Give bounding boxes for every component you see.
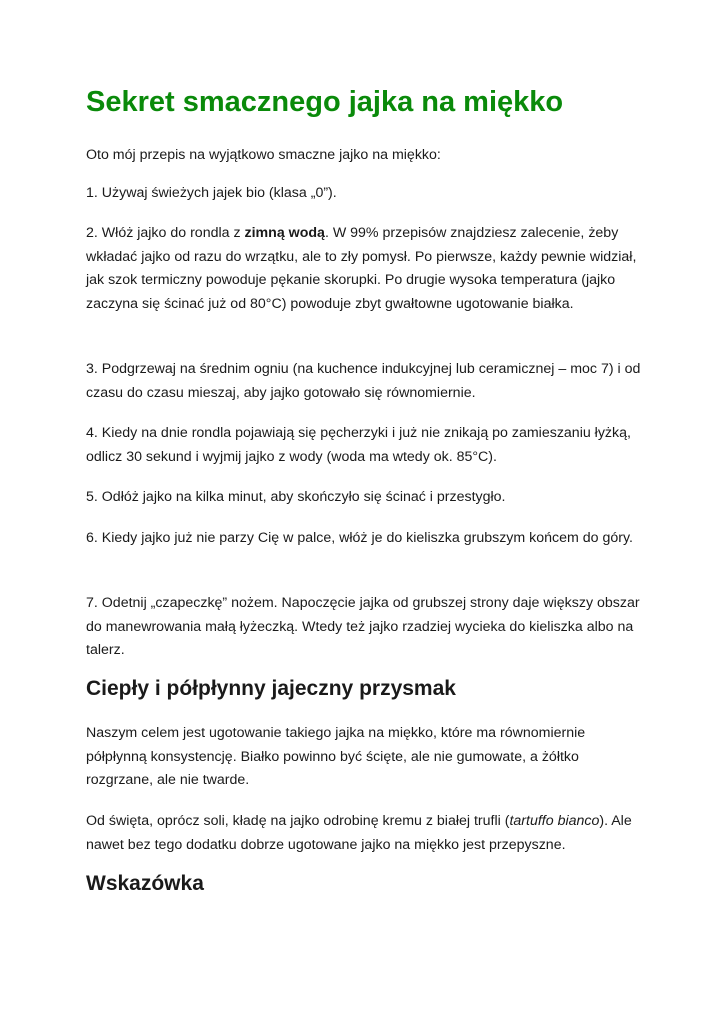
step-2-text-before: 2. Włóż jajko do rondla z xyxy=(86,225,245,241)
step-7: 7. Odetnij „czapeczkę” nożem. Napoczęcie jajka od grubszej strony daje większy obszar do manewrowania małą łyżeczką. Wtedy też jajko rzadziej wycieka do kieliszka albo na talerz. xyxy=(86,595,640,658)
section2-paragraph-2 xyxy=(86,810,646,857)
step-2-text-after: . W 99% przepisów znajdziesz zalecenie, żeby wkładać jajko od razu do wrzątku, ale to zły pomysł. Po pierwsze, każdy pewnie widział, jak szok termiczny powoduje pękanie skorupki. Po drugie wysoka temperatura (jajko zaczyna się ścinać już od 80°C) powoduje zbyt gwałtowne ugotowanie białka. xyxy=(86,225,637,312)
section-heading-tip: Wskazówka xyxy=(86,872,204,895)
section2-paragraph-1: Naszym celem jest ugotowanie takiego jajka na miękko, które ma równomiernie półpłynną konsystencję. Białko powinno być ścięte, ale nie gumowate, a żółtko rozgrzane, ale nie twarde. xyxy=(86,725,586,788)
step-2-bold: zimną wodą xyxy=(244,225,325,241)
section2-p2-italic: tartuffo bianco xyxy=(509,813,600,829)
section2-p2-before: Od święta, oprócz soli, kładę na jajko odrobinę kremu z białej trufli ( xyxy=(86,813,510,829)
section2-p2-after: ). Ale nawet bez tego dodatku dobrze ugotowane jajko na miękko jest przepyszne. xyxy=(86,813,632,853)
step-5: 5. Odłóż jajko na kilka minut, aby skończyło się ścinać i przestygło. xyxy=(86,489,506,505)
step-3: 3. Podgrzewaj na średnim ogniu (na kuchence indukcyjnej lub ceramicznej – moc 7) i od czasu do czasu mieszaj, aby jajko gotowało się równomiernie. xyxy=(86,361,641,401)
page-title: Sekret smacznego jajka na miękko xyxy=(86,86,564,118)
intro-paragraph: Oto mój przepis na wyjątkowo smaczne jajko na miękko: xyxy=(86,147,441,163)
step-1: 1. Używaj świeżych jajek bio (klasa „0”). xyxy=(86,185,337,201)
step-4: 4. Kiedy na dnie rondla pojawiają się pęcherzyki i już nie znikają po zamieszaniu łyżką, odlicz 30 sekund i wyjmij jajko z wody (woda ma wtedy ok. 85°C). xyxy=(86,425,631,465)
step-2 xyxy=(86,222,646,316)
step-6: 6. Kiedy jajko już nie parzy Cię w palce, włóż je do kieliszka grubszym końcem do góry. xyxy=(86,530,633,546)
section-heading-warm: Ciepły i półpłynny jajeczny przysmak xyxy=(86,677,456,700)
